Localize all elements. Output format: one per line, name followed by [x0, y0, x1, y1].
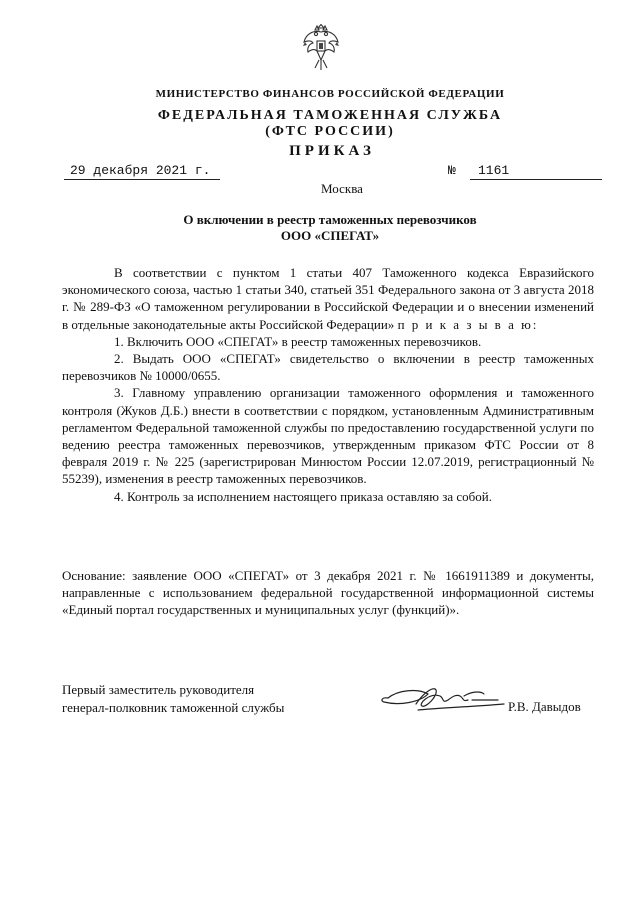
signatory-position-line1: Первый заместитель руководителя — [62, 682, 255, 697]
russian-coat-of-arms-icon — [301, 24, 341, 72]
order-number-label: № — [448, 163, 456, 178]
body-intro — [62, 264, 594, 333]
order-subject-line2: ООО «СПЕГАТ» — [280, 228, 380, 243]
handwritten-signature — [378, 680, 508, 720]
ministry-name: МИНИСТЕРСТВО ФИНАНСОВ РОССИЙСКОЙ ФЕДЕРАЦИИ — [155, 88, 505, 100]
order-basis — [62, 567, 594, 619]
order-number: 1161 — [470, 162, 602, 180]
order-subject-line1: О включении в реестр таможенных перевозчиков — [183, 212, 477, 227]
order-body — [62, 264, 594, 505]
body-intro-text: В соответствии с пунктом 1 статьи 407 Таможенного кодекса Евразийского экономического союза, частью 1 статьи 340, статьей 351 Федерального закона от 3 августа 2018 г. № 289-ФЗ «О таможенном регулировании в Российской Федерации и о внесении изменений в отдельные законодательные акты Российской Федерации» — [62, 265, 594, 332]
order-title: ПРИКАЗ — [289, 143, 375, 159]
body-intro-end: п р и к а з ы в а ю: — [397, 316, 539, 332]
order-date: 29 декабря 2021 г. — [64, 162, 220, 180]
signatory-name: Р.В. Давыдов — [508, 699, 581, 714]
service-name: ФЕДЕРАЛЬНАЯ ТАМОЖЕННАЯ СЛУЖБА — [157, 108, 503, 123]
body-item-2: 2. Выдать ООО «СПЕГАТ» свидетельство о включении в реестр таможенных перевозчиков № 10000/0655. — [62, 351, 594, 384]
body-item-4: 4. Контроль за исполнением настоящего приказа оставляю за собой. — [114, 488, 492, 504]
signatory-position-line2: генерал-полковник таможенной службы — [62, 700, 285, 715]
body-item-3: 3. Главному управлению организации таможенного оформления и таможенного контроля (Жуков Д.Б.) внести в соответствии с порядком, установленным Административным регламентом Федеральной таможенной службы по предоставлению государственной услуги по ведению реестра таможенных перевозчиков, утвержденным приказом ФТС России от 8 февраля 2019 г. № 225 (зарегистрирован Минюстом России 12.07.2019, регистрационный № 55239), изменения в реестр таможенных перевозчиков. — [62, 385, 594, 487]
basis-text: Основание: заявление ООО «СПЕГАТ» от 3 декабря 2021 г. № 1661911389 и документы, направленные с использованием федеральной государственной информационной системы «Единый портал государственных и муниципальных услуг (функций)». — [62, 568, 594, 618]
service-short-name: (ФТС РОССИИ) — [265, 124, 395, 139]
signatory-position — [62, 681, 284, 717]
order-city: Москва — [321, 181, 363, 196]
body-item-1: 1. Включить ООО «СПЕГАТ» в реестр таможенных перевозчиков. — [114, 333, 482, 349]
